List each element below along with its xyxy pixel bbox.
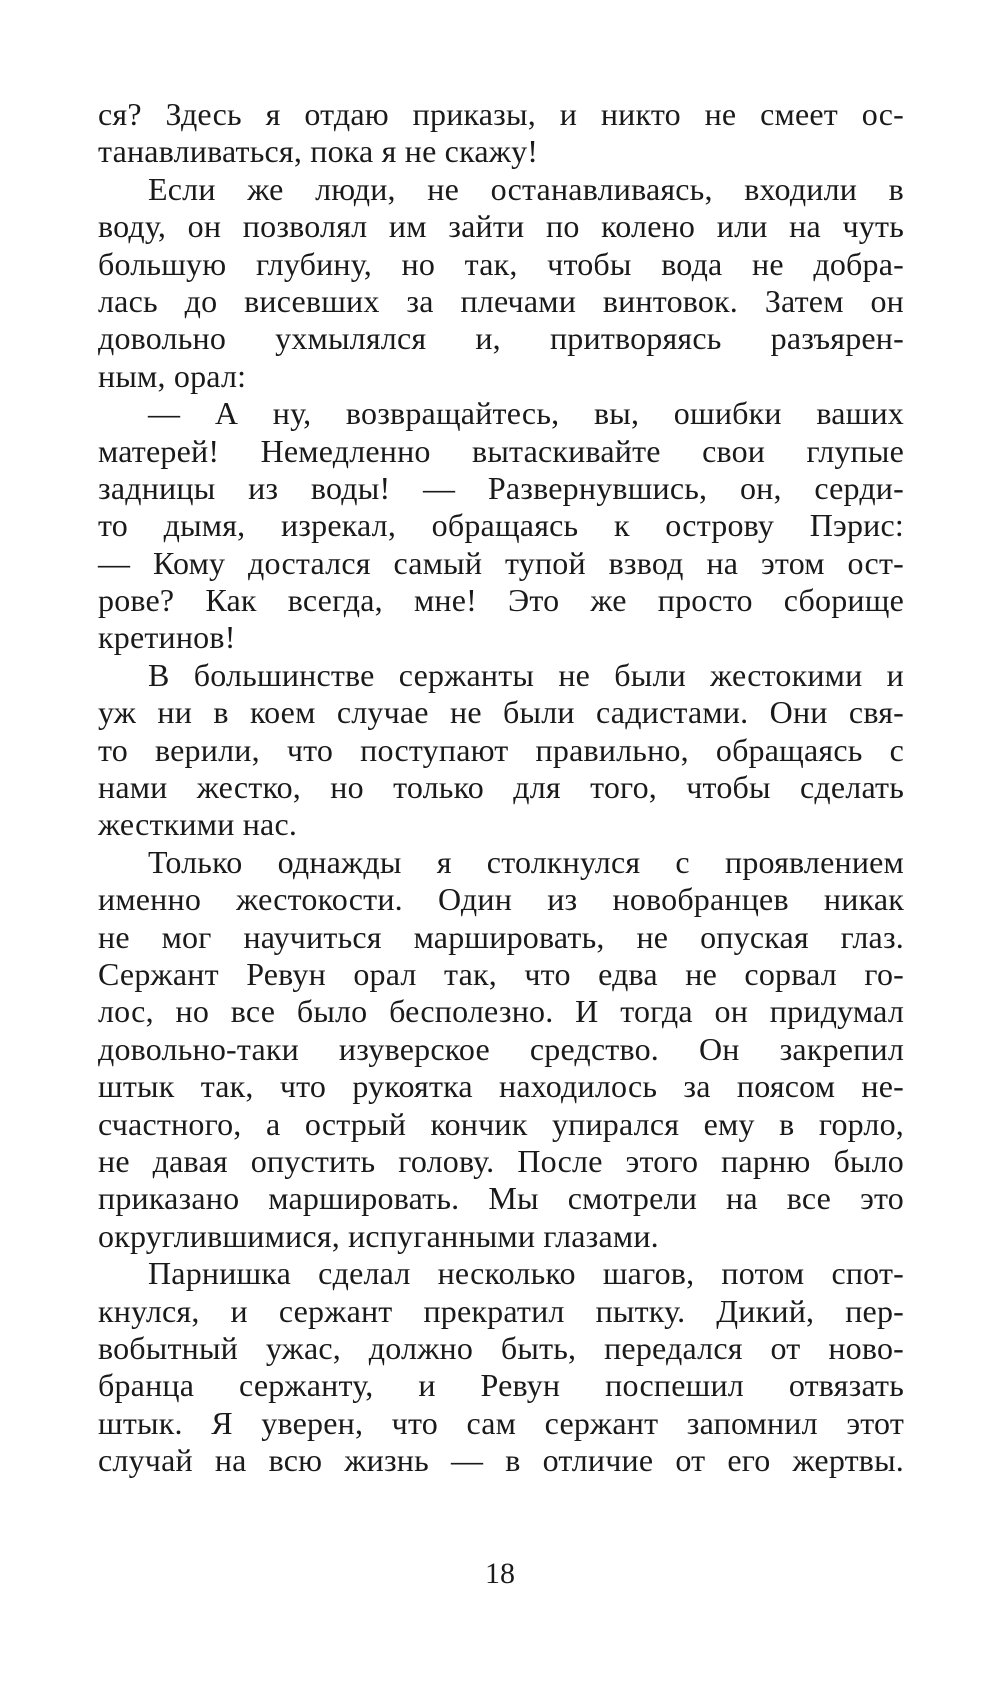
text-line: ным, орал:: [98, 357, 247, 394]
text-line: Только однажды я столкнулся с проявлением: [148, 843, 904, 880]
text-line: случай на всю жизнь — в отличие от его жертвы.: [98, 1442, 904, 1479]
text-line: танавливаться, пока я не скажу!: [98, 133, 539, 170]
text-line: именно жестокости. Один из новобранцев никак: [98, 881, 904, 918]
body-text: [98, 96, 904, 1479]
text-line: округлившимися, испуганными глазами.: [98, 1217, 659, 1254]
text-line: Если же люди, не останавливаясь, входили в: [148, 170, 904, 207]
text-line: вобытный ужас, должно быть, передался от ново-: [98, 1329, 904, 1366]
text-line: штык так, что рукоятка находилось за поясом не-: [98, 1068, 904, 1105]
text-line: счастного, а острый кончик упирался ему в горло,: [98, 1105, 904, 1142]
text-line: ся? Здесь я отдаю приказы, и никто не смеет ос-: [98, 96, 904, 132]
text-line: кретинов!: [98, 619, 236, 656]
page-number: 18: [485, 1557, 515, 1590]
text-line: уж ни в коем случае не были садистами. Они свя-: [98, 694, 904, 731]
text-line: жесткими нас.: [98, 806, 298, 843]
text-line: лась до висевших за плечами винтовок. Затем он: [98, 282, 904, 319]
text-line: нами жестко, но только для того, чтобы сделать: [98, 769, 904, 806]
text-line: довольно-таки изуверское средство. Он закрепил: [98, 1030, 904, 1067]
text-line: задницы из воды! — Развернувшись, он, серди-: [98, 469, 904, 506]
text-line: Парнишка сделал несколько шагов, потом спот-: [148, 1255, 904, 1292]
text-line: приказано маршировать. Мы смотрели на все это: [98, 1180, 904, 1217]
text-line: большую глубину, но так, чтобы вода не добра-: [98, 245, 904, 282]
text-line: — Кому достался самый тупой взвод на этом ост-: [98, 544, 904, 581]
text-line: — А ну, возвращайтесь, вы, ошибки ваших: [148, 395, 904, 432]
text-line: воду, он позволял им зайти по колено или на чуть: [98, 208, 904, 245]
text-line: В большинстве сержанты не были жестокими и: [148, 656, 904, 693]
text-line: лос, но все было бесполезно. И тогда он придумал: [98, 993, 904, 1030]
text-line: довольно ухмылялся и, притворяясь разъярен-: [98, 320, 904, 357]
text-line: Сержант Ревун орал так, что едва не сорвал го-: [98, 955, 904, 992]
text-line: бранца сержанту, и Ревун поспешил отвязать: [98, 1367, 904, 1404]
text-line: не давая опустить голову. После этого парню было: [98, 1142, 904, 1179]
text-line: не мог научиться маршировать, не опуская глаз.: [98, 918, 904, 955]
text-line: штык. Я уверен, что сам сержант запомнил этот: [98, 1404, 904, 1441]
text-line: матерей! Немедленно вытаскивайте свои глупые: [98, 432, 904, 469]
text-line: рове? Как всегда, мне! Это же просто сборище: [98, 582, 904, 619]
text-line: то дымя, изрекал, обращаясь к острову Пэрис:: [98, 507, 904, 544]
text-line: то верили, что поступают правильно, обращаясь с: [98, 731, 904, 768]
text-line: кнулся, и сержант прекратил пытку. Дикий, пер-: [98, 1292, 904, 1329]
